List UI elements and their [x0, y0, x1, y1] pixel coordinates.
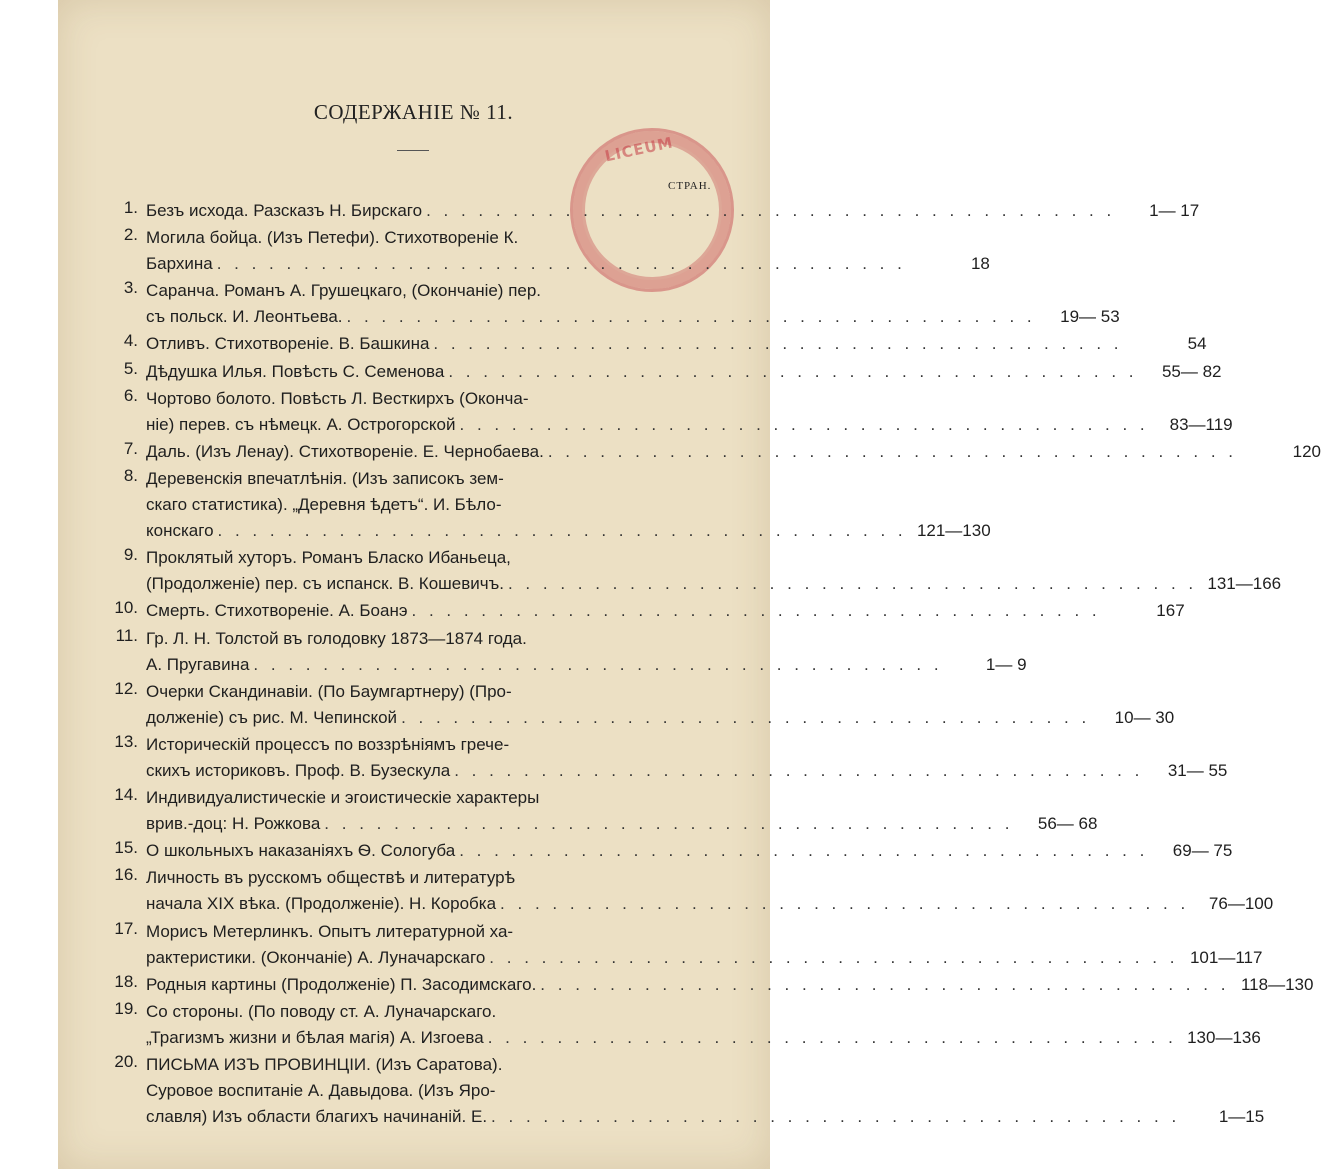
entry-text: Смерть. Стихотвореніе. А. Боанэ — [146, 601, 408, 621]
entry-text: ПИСЬМА ИЗЪ ПРОВИНЦІИ. (Изъ Саратова). — [146, 1055, 503, 1074]
leader-dots: . . . . . . . . . . . . . . . . . . . . . . . . . . . . . . . . . . . . . . . . — [459, 414, 1149, 434]
entry-text: Морисъ Метерлинкъ. Опытъ литературной ха- — [146, 921, 514, 941]
entry-line — [146, 1104, 1265, 1130]
leader-dots: . . . . . . . . . . . . . . . . . . . . . . . . . . . . . . . . . . . . . . . . — [324, 814, 1014, 834]
contents-entry — [100, 625, 1027, 678]
entry-text: врив.-доц: Н. Рожкова — [146, 814, 321, 834]
entry-line — [146, 891, 1274, 917]
entry-body — [146, 386, 1233, 438]
entry-number: 3. — [123, 278, 138, 298]
entry-body — [146, 598, 1185, 624]
contents-entry — [100, 971, 1314, 998]
entry-text: Очерки Скандинавіи. (По Баумгартнеру) (Про- — [146, 681, 512, 701]
entry-pages: 18 — [970, 254, 990, 274]
entry-line — [146, 732, 730, 758]
entry-number: 4. — [123, 331, 138, 351]
entry-body — [146, 359, 1222, 385]
entry-pages: 167 — [1156, 601, 1185, 621]
entry-text: рактеристики. (Окончаніе) А. Луначарскаго — [146, 947, 486, 967]
entry-text: ніе) перев. съ нѣмецк. А. Острогорской — [146, 414, 456, 434]
entry-pages: 120 — [1292, 441, 1321, 461]
entry-body — [146, 732, 1228, 784]
contents-entry — [100, 998, 1261, 1051]
entry-number: 13. — [114, 731, 138, 751]
entry-number: 7. — [123, 438, 138, 458]
entry-text: Личность въ русскомъ обществѣ и литературѣ — [146, 868, 516, 888]
entry-number: 11. — [115, 625, 138, 645]
leader-dots: . . . . . . . . . . . . . . . . . . . . . . . . . . . . . . . . . . . . . . . . — [253, 654, 943, 674]
entry-text: Саранча. Романъ А. Грушецкаго, (Окончаніе) пер. — [146, 281, 542, 301]
entry-line — [146, 785, 730, 811]
entry-text: (Продолженіе) пер. съ испанск. В. Кошевичъ. — [146, 574, 504, 594]
entry-text: долженіе) съ рис. М. Чепинской — [146, 707, 398, 727]
entry-line — [146, 439, 1321, 465]
entry-pages: 101—117 — [1189, 947, 1263, 967]
entry-pages: 56— 68 — [1037, 814, 1098, 834]
entry-pages: 1—15 — [1218, 1107, 1265, 1127]
entry-number: 1. — [123, 198, 138, 217]
entry-pages: 121—130 — [916, 521, 991, 541]
contents-entry — [100, 198, 1200, 224]
entry-number: 20. — [114, 1052, 138, 1071]
entry-body — [146, 865, 1274, 917]
entry-text: съ польск. И. Леонтьева. — [146, 307, 343, 327]
entry-body — [146, 679, 1175, 731]
entry-line — [146, 492, 730, 518]
entry-number: 10. — [114, 598, 138, 618]
entry-line — [146, 838, 1233, 864]
entry-line — [146, 811, 1098, 837]
entry-line — [146, 359, 1222, 385]
entry-line — [146, 386, 730, 412]
entry-line — [146, 999, 730, 1025]
entry-line — [146, 598, 1185, 624]
entry-line — [146, 466, 730, 492]
contents-entry — [100, 838, 1233, 864]
entry-line — [146, 919, 730, 945]
entry-text: Безъ исхода. Разсказъ Н. Бирскаго — [146, 201, 423, 220]
entry-line — [146, 945, 1263, 971]
contents-entry — [100, 278, 1120, 330]
pages-column-header: СТРАН. — [668, 180, 712, 192]
entry-line — [146, 679, 730, 705]
entry-line — [146, 225, 730, 251]
contents-entry — [100, 331, 1207, 357]
entry-line — [146, 251, 990, 277]
entry-body — [146, 785, 1098, 837]
entry-line — [146, 626, 730, 652]
entry-text: Суровое воспитаніе А. Давыдова. (Изъ Яро- — [146, 1081, 496, 1101]
contents-entry — [100, 678, 1175, 731]
leader-dots: . . . . . . . . . . . . . . . . . . . . . . . . . . . . . . . . . . . . . . . . — [346, 307, 1036, 327]
contents-entry — [100, 225, 990, 277]
leader-dots: . . . . . . . . . . . . . . . . . . . . . . . . . . . . . . . . . . . . . . . . — [401, 707, 1091, 727]
contents-entry — [100, 1052, 1265, 1130]
entry-number: 14. — [114, 785, 138, 805]
leader-dots: . . . . . . . . . . . . . . . . . . . . . . . . . . . . . . . . . . . . . . . . — [540, 974, 1230, 994]
entry-line — [146, 571, 1282, 597]
entry-text: Деревенскія впечатлѣнія. (Изъ записокъ зем- — [146, 468, 504, 488]
entry-pages: 54 — [1187, 334, 1207, 354]
entry-pages: 118—130 — [1240, 974, 1314, 994]
contents-entry — [100, 918, 1263, 971]
leader-dots: . . . . . . . . . . . . . . . . . . . . . . . . . . . . . . . . . . . . . . . . — [448, 361, 1138, 381]
entry-body — [146, 225, 990, 277]
contents-entry — [100, 865, 1274, 917]
entry-text: скихъ историковъ. Проф. В. Бузескула — [146, 760, 451, 780]
entry-line — [146, 545, 730, 571]
entry-number: 5. — [123, 358, 138, 378]
entry-line — [146, 705, 1175, 731]
entry-body — [146, 972, 1314, 998]
leader-dots: . . . . . . . . . . . . . . . . . . . . . . . . . . . . . . . . . . . . . . . . — [411, 601, 1101, 621]
entry-pages: 131—166 — [1207, 574, 1282, 594]
entry-text: скаго статистика). „Деревня ѣдетъ“. И. Бѣло- — [146, 495, 502, 515]
entry-line — [146, 412, 1233, 438]
leader-dots: . . . . . . . . . . . . . . . . . . . . . . . . . . . . . . . . . . . . . . . . — [216, 254, 906, 274]
entry-text: А. Пругавина — [146, 654, 250, 674]
leader-dots: . . . . . . . . . . . . . . . . . . . . . . . . . . . . . . . . . . . . . . . . — [547, 441, 1237, 461]
entry-pages: 10— 30 — [1114, 707, 1175, 727]
leader-dots: . . . . . . . . . . . . . . . . . . . . . . . . . . . . . . . . . . . . . . . . — [426, 201, 1116, 220]
leader-dots: . . . . . . . . . . . . . . . . . . . . . . . . . . . . . . . . . . . . . . . . — [454, 760, 1144, 780]
leader-dots: . . . . . . . . . . . . . . . . . . . . . . . . . . . . . . . . . . . . . . . . — [500, 894, 1190, 914]
entry-body — [146, 331, 1207, 357]
entry-text: Дѣдушка Илья. Повѣсть С. Семенова — [146, 361, 445, 381]
entry-line — [146, 1052, 730, 1078]
entry-body — [146, 919, 1263, 971]
entry-text: Бархина — [146, 254, 213, 274]
entry-number: 15. — [114, 838, 138, 858]
contents-entry — [100, 438, 1321, 465]
entry-number: 12. — [114, 678, 138, 698]
entry-line — [146, 518, 991, 544]
entry-body — [146, 838, 1233, 864]
entry-body — [146, 439, 1321, 465]
entry-line — [146, 652, 1027, 678]
leader-dots: . . . . . . . . . . . . . . . . . . . . . . . . . . . . . . . . . . . . . . . . — [433, 334, 1123, 354]
entry-number: 2. — [123, 225, 138, 245]
entry-text: Со стороны. (По поводу ст. А. Луначарскаго. — [146, 1001, 497, 1021]
entry-body — [146, 466, 991, 544]
entry-text: конскаго — [146, 521, 214, 541]
entry-line — [146, 972, 1314, 998]
contents-entry — [100, 358, 1222, 385]
entry-number: 17. — [114, 918, 138, 938]
entry-text: Чортово болото. Повѣсть Л. Весткирхъ (Оконча- — [146, 388, 529, 408]
contents-entry — [100, 465, 991, 544]
entry-number: 8. — [123, 465, 138, 485]
entry-text: „Трагизмъ жизни и бѣлая магія) А. Изгоева — [146, 1027, 484, 1047]
entry-number: 19. — [114, 998, 138, 1018]
entry-pages: 31— 55 — [1167, 760, 1228, 780]
entry-text: Родныя картины (Продолженіе) П. Засодимскаго. — [146, 974, 537, 994]
entry-pages: 1— 17 — [1149, 201, 1200, 220]
entry-text: Даль. (Изъ Ленау). Стихотвореніе. Е. Чернобаева. — [146, 441, 544, 461]
entry-text: О школьныхъ наказаніяхъ Ѳ. Сологуба — [146, 841, 456, 861]
contents-list — [100, 198, 1321, 1131]
entry-pages: 76—100 — [1208, 894, 1274, 914]
contents-entry — [100, 785, 1098, 837]
entry-body — [146, 999, 1261, 1051]
entry-text: Гр. Л. Н. Толстой въ голодовку 1873—1874 года. — [146, 628, 527, 648]
leader-dots: . . . . . . . . . . . . . . . . . . . . . . . . . . . . . . . . . . . . . . . . — [489, 947, 1179, 967]
entry-pages: 1— 9 — [985, 654, 1027, 674]
entry-text: Отливъ. Стихотвореніе. В. Башкина — [146, 334, 430, 354]
entry-number: 18. — [114, 971, 138, 991]
entry-pages: 130—136 — [1187, 1027, 1261, 1047]
leader-dots: . . . . . . . . . . . . . . . . . . . . . . . . . . . . . . . . . . . . . . . . — [491, 1107, 1181, 1127]
contents-entry — [100, 598, 1185, 624]
entry-pages: 19— 53 — [1060, 307, 1120, 327]
entry-line — [146, 331, 1207, 357]
title-divider — [397, 150, 429, 151]
entry-line — [146, 198, 1200, 224]
entry-text: Могила бойца. (Изъ Петефи). Стихотвореніе К. — [146, 228, 519, 248]
entry-body — [146, 1052, 1265, 1130]
entry-pages: 83—119 — [1169, 414, 1233, 434]
entry-text: Историческій процессъ по воззрѣніямъ грече- — [146, 734, 510, 754]
entry-body — [146, 198, 1200, 224]
entry-pages: 69— 75 — [1172, 841, 1233, 861]
entry-text: славля) Изъ области благихъ начинаній. Е. — [146, 1107, 488, 1127]
contents-entry — [100, 545, 1282, 597]
entry-number: 16. — [114, 865, 138, 885]
entry-pages: 55— 82 — [1161, 361, 1222, 381]
entry-line — [146, 278, 730, 304]
entry-line — [146, 758, 1228, 784]
leader-dots: . . . . . . . . . . . . . . . . . . . . . . . . . . . . . . . . . . . . . . . . — [507, 574, 1198, 594]
entry-line — [146, 865, 730, 891]
entry-line — [146, 1078, 730, 1104]
contents-entry — [100, 385, 1233, 438]
entry-line — [146, 1025, 1261, 1051]
leader-dots: . . . . . . . . . . . . . . . . . . . . . . . . . . . . . . . . . . . . . . . . — [459, 841, 1149, 861]
stamp-text: LICEUM — [603, 133, 675, 166]
entry-body — [146, 626, 1027, 678]
entry-text: начала XIX вѣка. (Продолженіе). Н. Коробка — [146, 894, 497, 914]
entry-text: Индивидуалистическіе и эгоистическіе характеры — [146, 788, 540, 808]
entry-line — [146, 304, 1120, 330]
entry-text: Проклятый хуторъ. Романъ Бласко Ибаньеца, — [146, 548, 511, 568]
entry-number: 6. — [123, 385, 138, 405]
leader-dots: . . . . . . . . . . . . . . . . . . . . . . . . . . . . . . . . . . . . . . . . — [487, 1027, 1177, 1047]
entry-number: 9. — [123, 545, 138, 565]
entry-body — [146, 545, 1282, 597]
page-title: СОДЕРЖАНІЕ № 11. — [313, 100, 514, 124]
entry-body — [146, 278, 1120, 330]
contents-entry — [100, 731, 1228, 784]
leader-dots: . . . . . . . . . . . . . . . . . . . . . . . . . . . . . . . . . . . . . . . . — [217, 521, 907, 541]
